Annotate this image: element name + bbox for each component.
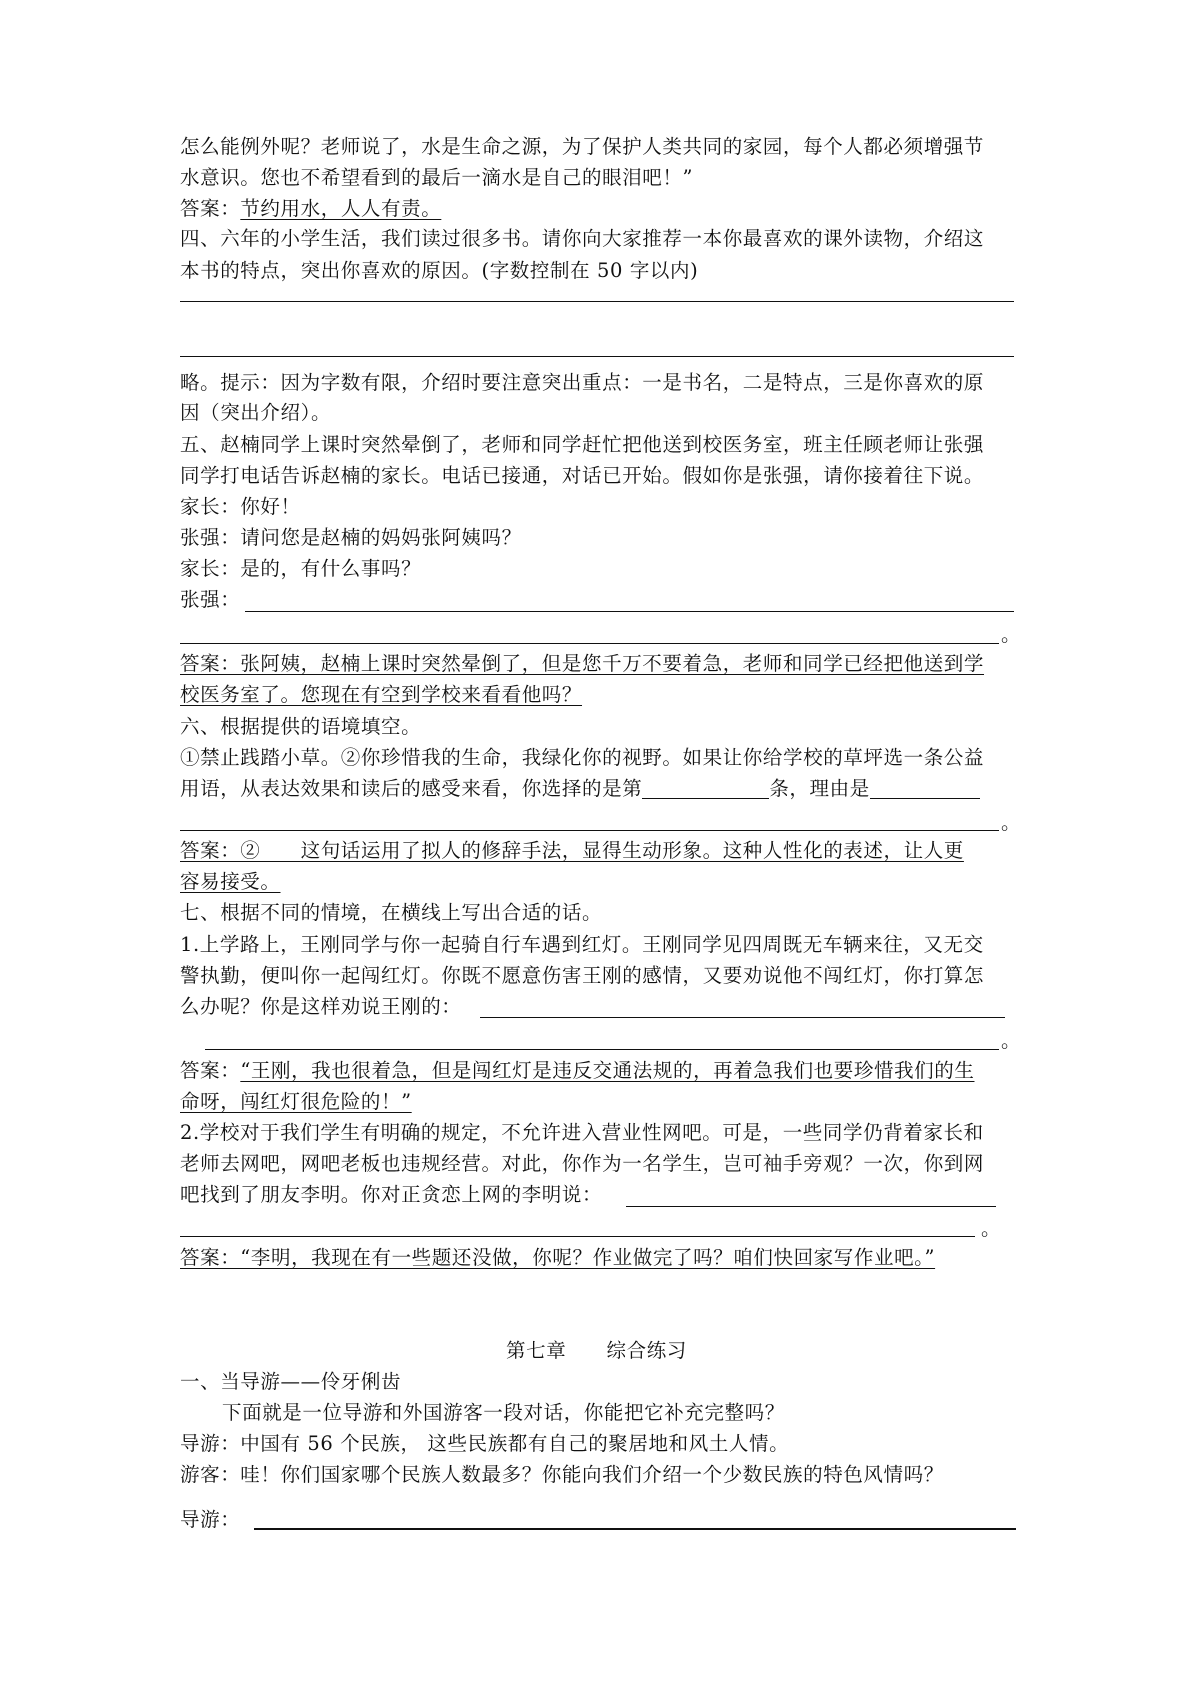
question-heading: 五、赵楠同学上课时突然晕倒了，老师和同学赶忙把他送到校医务室，班主任顾老师让张强 xyxy=(180,433,985,456)
period-mark: 。 xyxy=(1001,1029,1021,1052)
dialogue-line: 张强： xyxy=(180,588,241,611)
fill-blank xyxy=(642,776,769,799)
answer-blank-line xyxy=(626,1206,996,1207)
text-line: 同学打电话告诉赵楠的家长。电话已接通，对话已开始。假如你是张强，请你接着往下说。 xyxy=(180,464,985,487)
answer-blank-line xyxy=(180,830,999,831)
text-segment: 条，理由是 xyxy=(769,777,870,800)
answer-label: 答案： xyxy=(180,197,241,220)
text-line: ①禁止践踏小草。②你珍惜我的生命，我绿化你的视野。如果让你给学校的草坪选一条公益 xyxy=(180,746,985,769)
question-heading: 一、当导游——伶牙俐齿 xyxy=(180,1370,402,1393)
question-heading: 四、六年的小学生活，我们读过很多书。请你向大家推荐一本你最喜欢的课外读物，介绍这 xyxy=(180,227,985,250)
dialogue-line: 家长：你好！ xyxy=(180,495,301,518)
question-heading: 六、根据提供的语境填空。 xyxy=(180,715,422,738)
dialogue-line: 家长：是的，有什么事吗？ xyxy=(180,557,422,580)
answer-line xyxy=(180,194,441,224)
dialogue-line: 游客：哇！你们国家哪个民族人数最多？你能向我们介绍一个少数民族的特色风情吗？ xyxy=(180,1463,944,1486)
period-mark: 。 xyxy=(981,1217,1001,1240)
text-line: 吧找到了朋友李明。你对正贪恋上网的李明说： xyxy=(180,1183,603,1206)
text-line: 因（突出介绍）。 xyxy=(180,401,332,424)
text-line: 1.上学路上，王刚同学与你一起骑自行车遇到红灯。王刚同学见四周既无车辆来往，又无交 xyxy=(180,933,984,956)
answer-line: 答案：② 这句话运用了拟人的修辞手法，显得生动形象。这种人性化的表述，让人更 xyxy=(180,839,964,862)
dialogue-line: 导游： xyxy=(180,1508,241,1531)
period-mark: 。 xyxy=(1001,623,1021,646)
answer-line: 答案：“李明，我现在有一些题还没做，你呢？作业做完了吗？咱们快回家写作业吧。” xyxy=(180,1246,936,1269)
text-line xyxy=(180,774,980,804)
period-mark: 。 xyxy=(1001,811,1021,834)
answer-blank-line xyxy=(245,611,1014,612)
text-line: 本书的特点，突出你喜欢的原因。(字数控制在 50 字以内) xyxy=(180,259,699,282)
dialogue-line: 张强：请问您是赵楠的妈妈张阿姨吗？ xyxy=(180,526,522,549)
text-line: 2.学校对于我们学生有明确的规定，不允许进入营业性网吧。可是，一些同学仍背着家长和 xyxy=(180,1121,984,1144)
text-line: 么办呢？你是这样劝说王刚的： xyxy=(180,995,462,1018)
answer-line xyxy=(180,1056,974,1086)
answer-blank-line xyxy=(180,301,1014,302)
fill-blank xyxy=(870,776,980,799)
dialogue-line: 导游：中国有 56 个民族， 这些民族都有自己的聚居地和风土人情。 xyxy=(180,1432,790,1455)
question-heading: 七、根据不同的情境，在横线上写出合适的话。 xyxy=(180,901,603,924)
chapter-title: 第七章 综合练习 xyxy=(506,1339,687,1362)
answer-text: “王刚，我也很着急，但是闯红灯是违反交通法规的，再着急我们也要珍惜我们的生 xyxy=(240,1059,975,1082)
answer-blank-line xyxy=(480,1017,1005,1018)
text-line: 略。提示：因为字数有限，介绍时要注意突出重点：一是书名，二是特点，三是你喜欢的原 xyxy=(180,371,985,394)
answer-label: 答案： xyxy=(180,1059,241,1082)
answer-blank-line xyxy=(180,356,1014,357)
answer-blank-line xyxy=(254,1528,1016,1530)
text-line: 水意识。您也不希望看到的最后一滴水是自己的眼泪吧！” xyxy=(180,166,694,189)
answer-line: 校医务室了。您现在有空到学校来看看他吗？ xyxy=(180,683,583,706)
answer-line: 容易接受。 xyxy=(180,870,281,893)
text-line: 老师去网吧，网吧老板也违规经营。对此，你作为一名学生，岂可袖手旁观？一次，你到网 xyxy=(180,1152,985,1175)
answer-line: 答案：张阿姨，赵楠上课时突然晕倒了，但是您千万不要着急，老师和同学已经把他送到学 xyxy=(180,652,985,675)
text-line: 警执勤，便叫你一起闯红灯。你既不愿意伤害王刚的感情，又要劝说他不闯红灯，你打算怎 xyxy=(180,964,985,987)
answer-blank-line xyxy=(180,643,999,644)
answer-line: 命呀，闯红灯很危险的！” xyxy=(180,1090,412,1113)
text-segment: 用语，从表达效果和读后的感受来看，你选择的是第 xyxy=(180,777,643,800)
answer-blank-line xyxy=(180,1236,975,1237)
answer-text: 节约用水，人人有责。 xyxy=(240,197,442,220)
text-line: 怎么能例外呢？老师说了，水是生命之源，为了保护人类共同的家园，每个人都必须增强节 xyxy=(180,135,985,158)
answer-blank-line xyxy=(205,1049,999,1050)
text-line: 下面就是一位导游和外国游客一段对话，你能把它补充完整吗？ xyxy=(222,1401,785,1424)
